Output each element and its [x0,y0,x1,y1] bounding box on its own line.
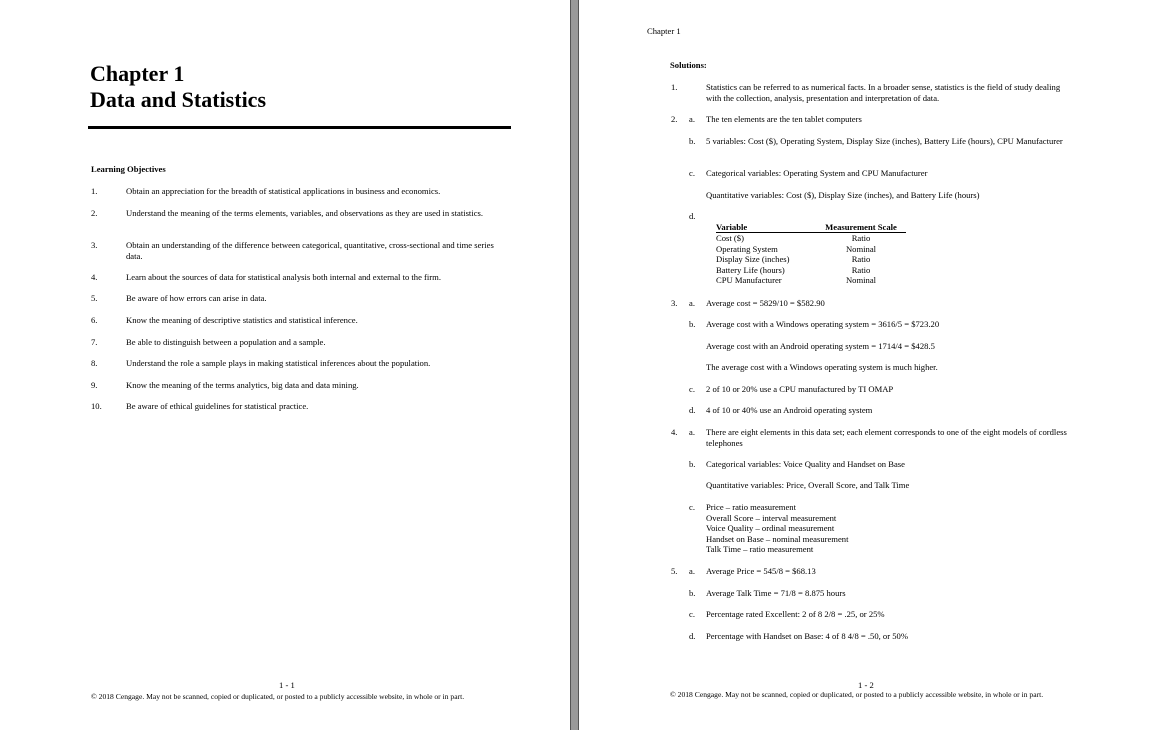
page-2 [579,0,1154,730]
chapter-title: Data and Statistics [90,87,267,112]
objective-text: Be aware of ethical guidelines for statistical practice. [126,401,309,411]
copyright-notice: © 2018 Cengage. May not be scanned, copied or duplicated, or posted to a publicly accessible website, in whole or in part. [670,690,1044,699]
objective-text: Be aware of how errors can arise in data. [126,293,267,303]
solution-3b-text-1: Average cost with a Windows operating system = 3616/5 = $723.20 [706,319,940,329]
measurement-line: Price – ratio measurement [706,502,796,512]
solution-4c-letter: c. [689,502,695,512]
solution-2c-letter: c. [689,168,695,178]
table-cell-scale: Nominal [845,275,877,286]
learning-objectives-heading: Learning Objectives [91,164,166,174]
measurement-line: Talk Time – ratio measurement [706,544,814,555]
page-gutter [570,0,579,730]
solution-5d-text: Percentage with Handset on Base: 4 of 8 4/8 = .50, or 50% [706,631,908,641]
table-cell-scale: Nominal [845,243,877,254]
objective-text: Understand the role a sample plays in making statistical inferences about the population. [126,358,431,368]
objective-text: Know the meaning of descriptive statistics and statistical inference. [126,315,358,325]
table-cell-scale: Ratio [851,264,871,275]
solutions-heading: Solutions: [670,60,707,70]
solution-3a-letter: a. [689,298,695,308]
solution-5d-letter: d. [689,631,696,641]
solution-4c-list [706,502,848,555]
objective-number: 10. [91,401,102,411]
objective-text: Obtain an appreciation for the breadth of statistical applications in business and economics. [126,186,441,196]
solution-2c-quantitative: Quantitative variables: Cost ($), Display Size (inches), and Battery Life (hours) [706,190,980,200]
table-cell-variable: Cost ($) [716,233,744,243]
solution-2b-letter: b. [689,136,696,146]
solution-2a-text: The ten elements are the ten tablet computers [706,114,862,124]
table-cell-scale: Ratio [851,233,871,243]
solution-3b-text-2: Average cost with an Android operating system = 1714/4 = $428.5 [706,341,935,351]
solution-4-number: 4. [671,427,678,437]
solution-4b-text-1: Categorical variables: Voice Quality and Handset on Base [706,459,905,469]
measurement-line: Voice Quality – ordinal measurement [706,523,835,534]
solution-3d-text: 4 of 10 or 40% use an Android operating system [706,405,873,415]
objective-number: 1. [91,186,98,196]
solution-3-number: 3. [671,298,678,308]
objective-number: 6. [91,315,98,325]
solution-5a-letter: a. [689,566,695,576]
title-rule [88,126,511,129]
solution-3c-letter: c. [689,384,695,394]
objective-text: Know the meaning of the terms analytics, big data and data mining. [126,380,359,390]
table-header-scale: Measurement Scale [825,222,897,232]
objective-text: Obtain an understanding of the difference between categorical, quantitative, cross-sectional and time series data. [126,240,494,261]
solution-4a-letter: a. [689,427,695,437]
solution-3c-text: 2 of 10 or 20% use a CPU manufactured by TI OMAP [706,384,894,394]
solution-2d-letter: d. [689,211,696,221]
solution-1-number: 1. [671,82,678,92]
solution-3b-text-3: The average cost with a Windows operating system is much higher. [706,362,938,372]
page-1 [0,0,570,730]
solution-5b-letter: b. [689,588,696,598]
solution-2c-categorical: Categorical variables: Operating System and CPU Manufacturer [706,168,928,178]
objective-text: Be able to distinguish between a population and a sample. [126,337,326,347]
table-cell-variable: Operating System [716,243,778,254]
running-header: Chapter 1 [647,26,681,36]
copyright-notice: © 2018 Cengage. May not be scanned, copied or duplicated, or posted to a publicly accessible website, in whole or in part. [91,692,465,701]
solution-2a-letter: a. [689,114,695,124]
solution-5c-text: Percentage rated Excellent: 2 of 8 2/8 = .25, or 25% [706,609,885,619]
objective-number: 9. [91,380,98,390]
solution-2-number: 2. [671,114,678,124]
table-header-variable: Variable [716,222,748,232]
objective-number: 7. [91,337,98,347]
page-number: 1 - 1 [279,680,295,690]
solution-3d-letter: d. [689,405,696,415]
solution-3a-text: Average cost = 5829/10 = $582.90 [706,298,825,308]
solution-5a-text: Average Price = 545/8 = $68.13 [706,566,816,576]
page-number: 1 - 2 [858,680,874,690]
objective-number: 2. [91,208,98,218]
solution-4a-text: There are eight elements in this data set; each element corresponds to one of the eight models of cordless telephones [706,427,1067,448]
solution-3b-letter: b. [689,319,696,329]
measurement-line: Handset on Base – nominal measurement [706,533,849,544]
measurement-line: Overall Score – interval measurement [706,512,837,523]
objective-text: Learn about the sources of data for statistical analysis both internal and external to the firm. [126,272,441,282]
table-cell-variable: CPU Manufacturer [716,275,782,286]
table-cell-scale: Ratio [851,254,871,265]
table-cell-variable: Display Size (inches) [716,254,790,265]
solution-5b-text: Average Talk Time = 71/8 = 8.875 hours [706,588,846,598]
objective-number: 8. [91,358,98,368]
chapter-label: Chapter 1 [90,61,185,86]
solution-5-number: 5. [671,566,678,576]
table-cell-variable: Battery Life (hours) [716,264,785,275]
objective-text: Understand the meaning of the terms elements, variables, and observations as they are used in statistics. [126,208,484,218]
solution-2b-text: 5 variables: Cost ($), Operating System, Display Size (inches), Battery Life (hours), CPU Manufacturer [706,136,1063,146]
solution-4b-letter: b. [689,459,696,469]
solution-4b-text-2: Quantitative variables: Price, Overall Score, and Talk Time [706,480,910,490]
solution-1-text: Statistics can be referred to as numerical facts. In a broader sense, statistics is the field of study dealing with the collection, analysis, presentation and interpretation of data. [706,82,1061,103]
objective-number: 3. [91,240,98,250]
solution-5c-letter: c. [689,609,695,619]
objective-number: 4. [91,272,98,282]
objective-number: 5. [91,293,98,303]
